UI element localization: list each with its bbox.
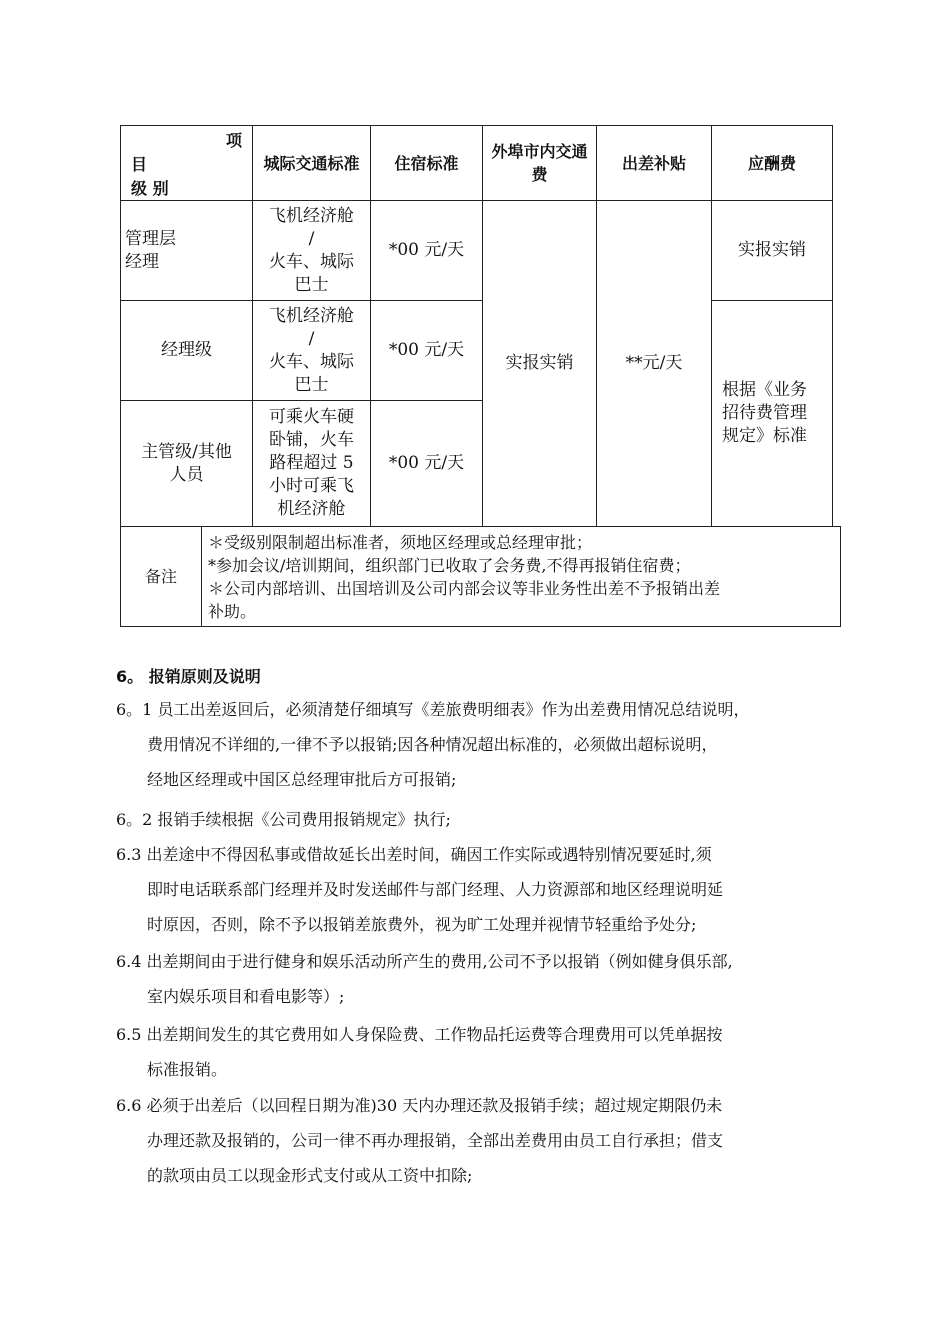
level-cell: 经理级 <box>121 301 253 401</box>
paragraph-line: 室内娱乐项目和看电影等）; <box>147 987 345 1006</box>
remark-line: ＊公司内部培训、出国培训及公司内部会议等非业务性出差不予报销出差 <box>208 578 721 598</box>
paragraph-6-2 <box>116 802 861 837</box>
paragraph-line: 费用情况不详细的,一律不予以报销;因各种情况超出标准的，必须做出超标说明， <box>147 735 718 754</box>
level-cell: 主管级/其他 人员 <box>121 401 253 527</box>
remark-line: ＊受级别限制超出标准者，须地区经理或总经理审批； <box>208 532 593 552</box>
transport-cell: 飞机经济舱 / 火车、城际 巴士 <box>253 201 371 301</box>
lodging-cell: *00 元/天 <box>371 401 483 527</box>
corner-item-label: 项 <box>225 131 242 150</box>
level-cell: 管理层 经理 <box>121 201 253 301</box>
paragraph-line: 6.6 必须于出差后（以回程日期为准)30 天内办理还款及报销手续；超过规定期限仍未 <box>116 1096 723 1115</box>
transport-cell: 飞机经济舱 / 火车、城际 巴士 <box>253 301 371 401</box>
paragraph-line: 办理还款及报销的，公司一律不再办理报销，全部出差费用由员工自行承担；借支 <box>147 1131 724 1150</box>
corner-level-label: 级 别 <box>131 179 169 198</box>
entertainment-cell-management: 实报实销 <box>712 201 833 301</box>
corner-item-label-2: 目 <box>131 155 148 174</box>
remark-line: 补助。 <box>208 601 257 621</box>
local-transport-cell: 实报实销 <box>483 201 597 527</box>
remark-table <box>120 526 841 627</box>
table-row <box>121 301 833 401</box>
paragraph-line: 6。1 员工出差返回后，必须清楚仔细填写《差旅费明细表》作为出差费用情况总结说明， <box>116 700 750 719</box>
entertainment-cell-other: 根据《业务 招待费管理 规定》标准 <box>712 301 833 527</box>
paragraph-6-5 <box>116 1017 861 1087</box>
section-title: 6。 报销原则及说明 <box>116 667 261 686</box>
transport-cell: 可乘火车硬 卧铺，火车 路程超过 5 小时可乘飞 机经济舱 <box>253 401 371 527</box>
header-entertainment: 应酬费 <box>712 126 833 201</box>
travel-standard-table <box>120 125 833 527</box>
lodging-cell: *00 元/天 <box>371 301 483 401</box>
paragraph-6-4 <box>116 944 861 1014</box>
paragraph-line: 6.3 出差途中不得因私事或借故延长出差时间，确因工作实际或遇特别情况要延时,须 <box>116 845 712 864</box>
header-lodging: 住宿标准 <box>371 126 483 201</box>
paragraph-line: 标准报销。 <box>147 1060 228 1079</box>
header-intercity-transport: 城际交通标准 <box>253 126 371 201</box>
paragraph-6-3 <box>116 837 861 942</box>
paragraph-line: 时原因，否则，除不予以报销差旅费外，视为旷工处理并视情节轻重给予处分; <box>147 915 697 934</box>
remark-line: *参加会议/培训期间，组织部门已收取了会务费,不得再报销住宿费； <box>208 555 691 575</box>
remark-text <box>202 527 841 627</box>
table-header-row <box>121 126 833 201</box>
paragraph-6-1 <box>116 692 861 797</box>
paragraph-line: 经地区经理或中国区总经理审批后方可报销; <box>147 770 457 789</box>
paragraph-line: 的款项由员工以现金形式支付或从工资中扣除; <box>147 1166 473 1185</box>
remark-label: 备注 <box>121 527 202 627</box>
table-row <box>121 201 833 301</box>
paragraph-line: 即时电话联系部门经理并及时发送邮件与部门经理、人力资源部和地区经理说明延 <box>147 880 724 899</box>
paragraph-line: 6.5 出差期间发生的其它费用如人身保险费、工作物品托运费等合理费用可以凭单据按 <box>116 1025 723 1044</box>
header-allowance: 出差补贴 <box>597 126 712 201</box>
lodging-cell: *00 元/天 <box>371 201 483 301</box>
paragraph-line: 6.4 出差期间由于进行健身和娱乐活动所产生的费用,公司不予以报销（例如健身俱乐部, <box>116 952 733 971</box>
paragraph-line: 6。2 报销手续根据《公司费用报销规定》执行; <box>116 810 451 829</box>
allowance-cell: **元/天 <box>597 201 712 527</box>
corner-header-cell <box>121 126 253 201</box>
paragraph-6-6 <box>116 1088 861 1193</box>
header-local-transport: 外埠市内交通费 <box>483 126 597 201</box>
